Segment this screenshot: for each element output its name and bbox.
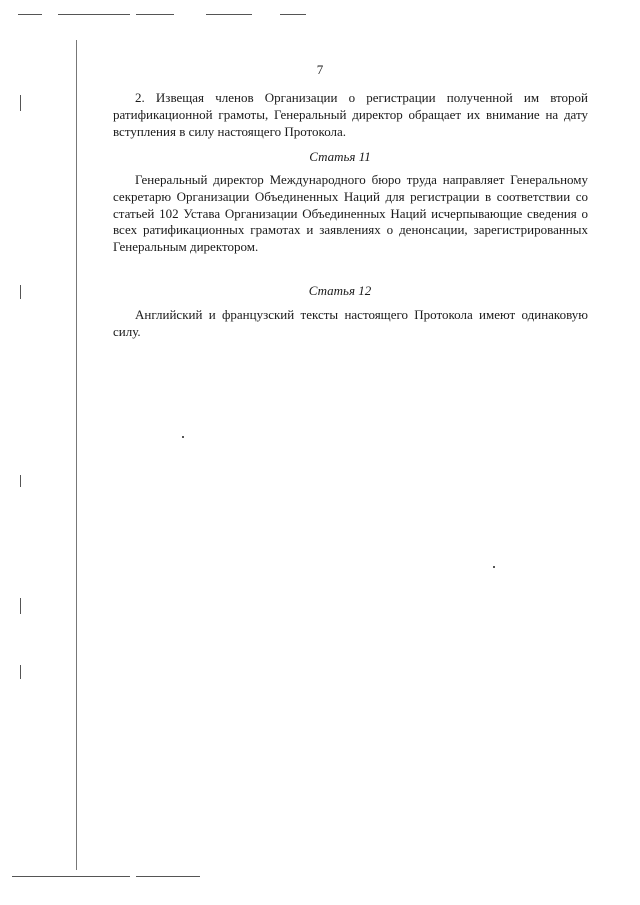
scan-artifact-top-line [58, 14, 130, 15]
article-12-text: Английский и французский тексты настоящего Протокола имеют одинаковую силу. [113, 307, 588, 339]
paragraph-2: 2. Извещая членов Организации о регистрации полученной им второй ратификационной грамоты, Генеральный директор обращает их внимание на дату вступления в силу настоящего Протокола. [113, 90, 588, 139]
scan-artifact-dot [182, 436, 184, 438]
scan-artifact-left-mark [20, 95, 21, 111]
article-11-heading: Статья 11 [309, 149, 371, 164]
scan-artifact-bottom-line [12, 876, 130, 877]
scan-artifact-left-mark [20, 665, 21, 679]
article-12-heading: Статья 12 [308, 283, 372, 298]
article-11-text: Генеральный директор Международного бюро труда направляет Генеральному секретарю Организации Объединенных Наций для регистрации в соответствии со статьей 102 Устава Организации Объединенных Наций исчерпывающие сведения о всех ратификационных грамотах и заявлениях о денонсации, зарегистрированных Генеральным директором. [113, 172, 588, 255]
scan-artifact-top-line [206, 14, 252, 15]
scan-artifact-top-line [18, 14, 42, 15]
scan-artifact-left-mark [20, 598, 21, 614]
scan-artifact-left-mark [20, 475, 21, 487]
scan-artifact-top-line [280, 14, 306, 15]
scan-artifact-dot [493, 566, 495, 568]
scan-artifact-bottom-line [136, 876, 200, 877]
scan-artifact-top-line [136, 14, 174, 15]
page-number: 7 [316, 62, 324, 77]
